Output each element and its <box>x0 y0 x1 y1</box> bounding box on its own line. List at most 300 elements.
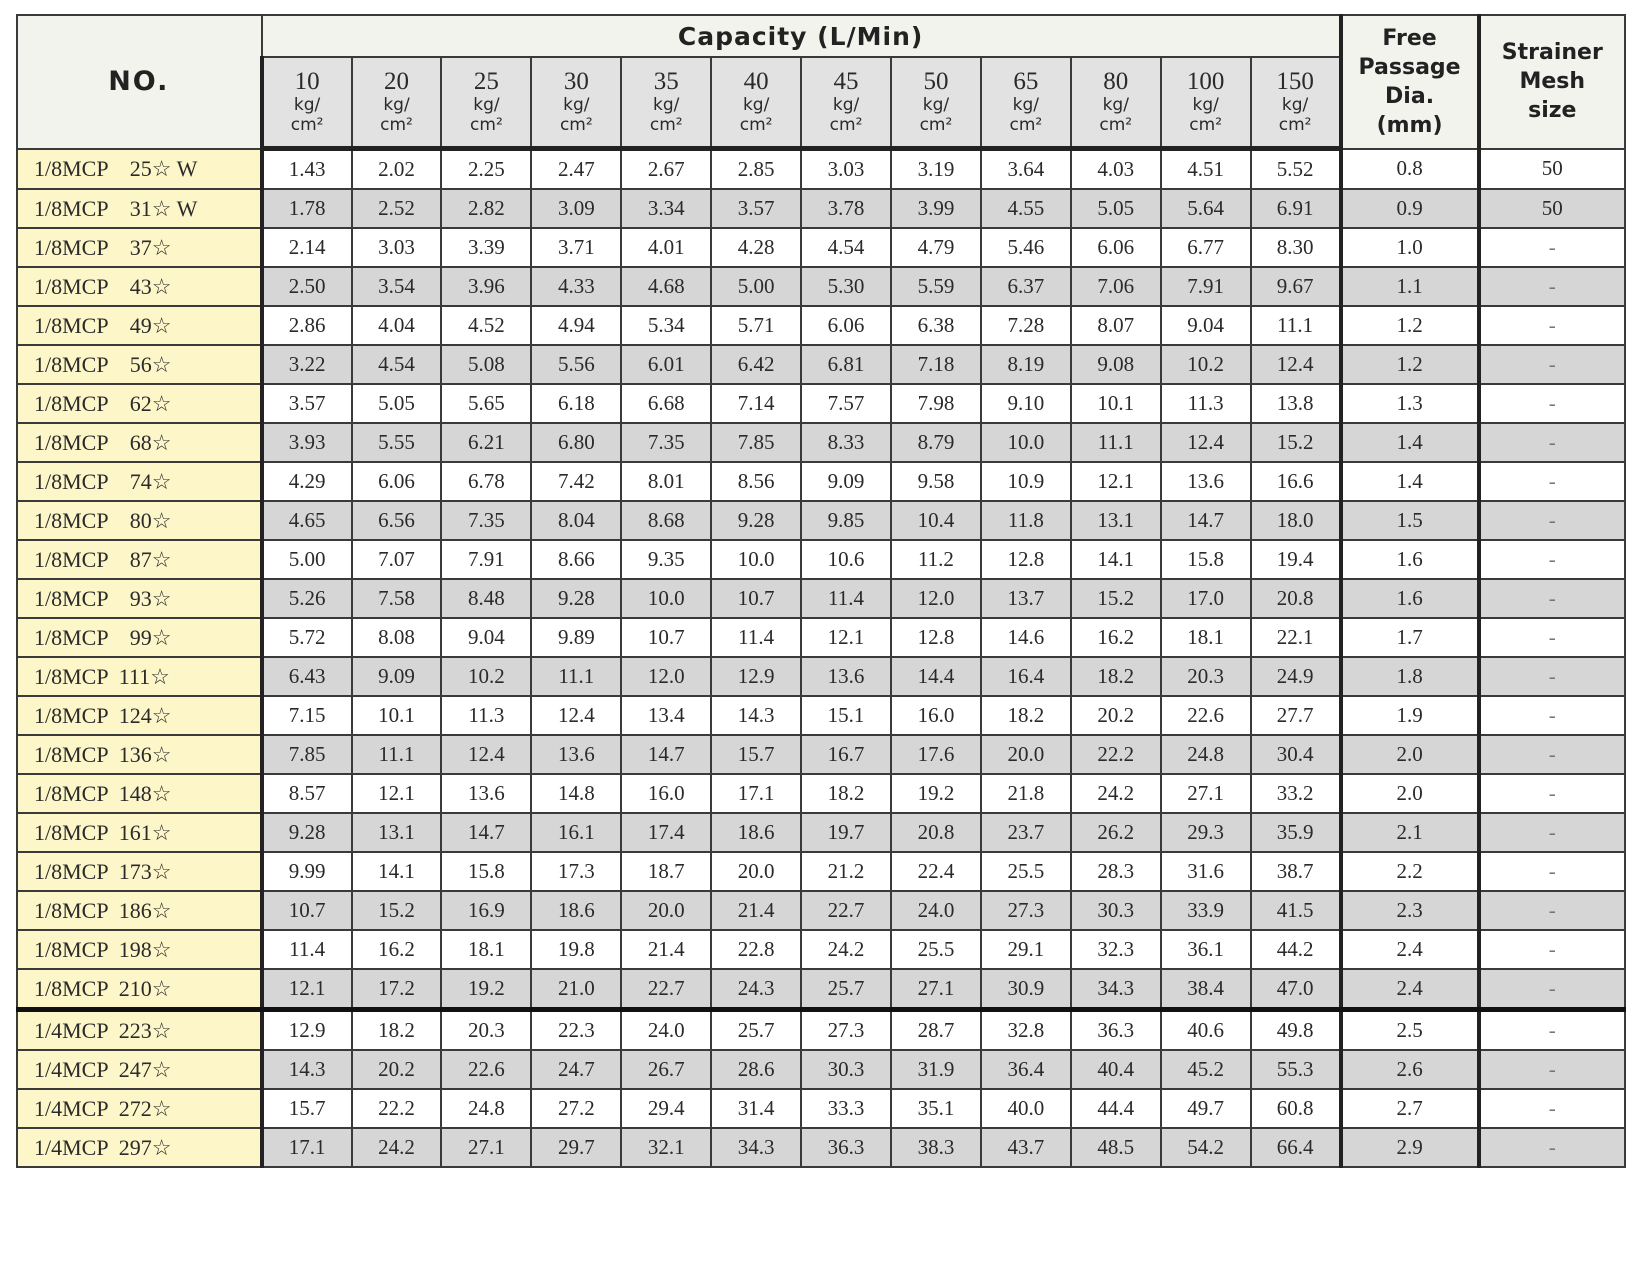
capacity-cell: 5.00 <box>262 540 352 579</box>
capacity-cell: 24.2 <box>1071 774 1161 813</box>
capacity-cell: 10.7 <box>262 891 352 930</box>
capacity-cell: 31.6 <box>1161 852 1251 891</box>
table-row <box>17 1050 1625 1089</box>
pressure-unit-top: kg/ <box>653 95 680 115</box>
capacity-cell: 16.4 <box>981 657 1071 696</box>
capacity-cell: 7.57 <box>801 384 891 423</box>
table-row <box>17 891 1625 930</box>
pressure-header-20 <box>352 57 442 149</box>
capacity-cell: 14.6 <box>981 618 1071 657</box>
capacity-cell: 22.2 <box>1071 735 1161 774</box>
pressure-header-25 <box>441 57 531 149</box>
pressure-unit-bottom: cm² <box>559 115 593 135</box>
capacity-cell: 4.28 <box>711 228 801 267</box>
strainer-line-2: Mesh <box>1519 69 1586 95</box>
capacity-cell: 13.1 <box>352 813 442 852</box>
capacity-cell: 5.00 <box>711 267 801 306</box>
pressure-unit-top: kg/ <box>563 95 590 115</box>
capacity-cell: 38.4 <box>1161 969 1251 1010</box>
capacity-cell: 18.7 <box>621 852 711 891</box>
strainer-mesh-cell: 50 <box>1479 149 1625 190</box>
capacity-cell: 11.4 <box>262 930 352 969</box>
capacity-cell: 8.68 <box>621 501 711 540</box>
pressure-header-30 <box>531 57 621 149</box>
model-number-cell: 1/8MCP 99☆ <box>17 618 262 657</box>
strainer-mesh-cell: - <box>1479 579 1625 618</box>
free-passage-cell: 1.6 <box>1341 540 1479 579</box>
free-passage-header <box>1341 15 1479 149</box>
pressure-value: 30 <box>563 68 589 95</box>
table-row <box>17 852 1625 891</box>
strainer-line-3: size <box>1528 98 1577 124</box>
table-row <box>17 189 1625 228</box>
capacity-cell: 22.7 <box>801 891 891 930</box>
capacity-cell: 7.28 <box>981 306 1071 345</box>
capacity-cell: 29.3 <box>1161 813 1251 852</box>
capacity-cell: 33.2 <box>1251 774 1341 813</box>
capacity-cell: 12.0 <box>891 579 981 618</box>
pressure-value: 65 <box>1013 68 1039 95</box>
capacity-cell: 8.79 <box>891 423 981 462</box>
free-passage-cell: 2.4 <box>1341 969 1479 1010</box>
table-row <box>17 384 1625 423</box>
free-passage-cell: 1.7 <box>1341 618 1479 657</box>
capacity-cell: 20.0 <box>711 852 801 891</box>
capacity-cell: 11.1 <box>352 735 442 774</box>
capacity-cell: 6.43 <box>262 657 352 696</box>
capacity-cell: 9.28 <box>531 579 621 618</box>
capacity-cell: 54.2 <box>1161 1128 1251 1167</box>
table-row <box>17 1089 1625 1128</box>
table-row <box>17 735 1625 774</box>
strainer-mesh-cell: - <box>1479 306 1625 345</box>
capacity-cell: 4.51 <box>1161 149 1251 190</box>
capacity-cell: 18.6 <box>711 813 801 852</box>
capacity-cell: 11.3 <box>441 696 531 735</box>
model-number-cell: 1/8MCP 43☆ <box>17 267 262 306</box>
capacity-cell: 9.67 <box>1251 267 1341 306</box>
model-number-cell: 1/4MCP 272☆ <box>17 1089 262 1128</box>
capacity-cell: 36.3 <box>801 1128 891 1167</box>
pressure-unit-bottom: cm² <box>470 115 503 135</box>
capacity-cell: 3.96 <box>441 267 531 306</box>
capacity-cell: 9.85 <box>801 501 891 540</box>
capacity-cell: 15.7 <box>711 735 801 774</box>
capacity-cell: 33.9 <box>1161 891 1251 930</box>
pressure-unit-top: kg/ <box>383 95 410 115</box>
pressure-value: 20 <box>384 68 409 95</box>
capacity-cell: 6.91 <box>1251 189 1341 228</box>
capacity-cell: 10.0 <box>711 540 801 579</box>
capacity-cell: 9.08 <box>1071 345 1161 384</box>
pressure-header-100 <box>1161 57 1251 149</box>
capacity-cell: 10.7 <box>621 618 711 657</box>
capacity-cell: 5.64 <box>1161 189 1251 228</box>
capacity-cell: 18.1 <box>441 930 531 969</box>
capacity-cell: 5.26 <box>262 579 352 618</box>
capacity-cell: 30.9 <box>981 969 1071 1010</box>
capacity-cell: 11.4 <box>711 618 801 657</box>
pressure-unit-top: kg/ <box>293 95 321 115</box>
capacity-cell: 19.2 <box>891 774 981 813</box>
strainer-mesh-cell: - <box>1479 1089 1625 1128</box>
capacity-cell: 21.4 <box>711 891 801 930</box>
capacity-cell: 23.7 <box>981 813 1071 852</box>
capacity-cell: 14.3 <box>711 696 801 735</box>
capacity-cell: 27.1 <box>1161 774 1251 813</box>
pressure-header-50 <box>891 57 981 149</box>
capacity-cell: 6.01 <box>621 345 711 384</box>
free-passage-cell: 2.1 <box>1341 813 1479 852</box>
capacity-cell: 22.1 <box>1251 618 1341 657</box>
capacity-cell: 2.14 <box>262 228 352 267</box>
capacity-cell: 44.2 <box>1251 930 1341 969</box>
capacity-cell: 19.8 <box>531 930 621 969</box>
capacity-cell: 27.1 <box>891 969 981 1010</box>
capacity-cell: 11.1 <box>1251 306 1341 345</box>
capacity-cell: 3.09 <box>531 189 621 228</box>
capacity-cell: 33.3 <box>801 1089 891 1128</box>
capacity-cell: 5.05 <box>352 384 442 423</box>
capacity-cell: 12.8 <box>891 618 981 657</box>
capacity-cell: 6.06 <box>352 462 442 501</box>
capacity-cell: 3.71 <box>531 228 621 267</box>
capacity-cell: 4.55 <box>981 189 1071 228</box>
model-number-cell: 1/8MCP 161☆ <box>17 813 262 852</box>
model-number-cell: 1/8MCP 93☆ <box>17 579 262 618</box>
table-row <box>17 345 1625 384</box>
pressure-value: 25 <box>473 68 499 95</box>
capacity-cell: 18.1 <box>1161 618 1251 657</box>
capacity-cell: 22.2 <box>352 1089 442 1128</box>
capacity-cell: 14.3 <box>262 1050 352 1089</box>
capacity-cell: 1.78 <box>262 189 352 228</box>
capacity-cell: 3.57 <box>262 384 352 423</box>
strainer-mesh-cell: - <box>1479 1010 1625 1051</box>
capacity-cell: 4.54 <box>801 228 891 267</box>
capacity-cell: 22.4 <box>891 852 981 891</box>
capacity-cell: 5.08 <box>441 345 531 384</box>
table-row <box>17 930 1625 969</box>
capacity-cell: 10.2 <box>1161 345 1251 384</box>
capacity-cell: 5.52 <box>1251 149 1341 190</box>
capacity-cell: 18.2 <box>801 774 891 813</box>
free-passage-cell: 1.9 <box>1341 696 1479 735</box>
capacity-cell: 8.04 <box>531 501 621 540</box>
table-row <box>17 1010 1625 1051</box>
capacity-cell: 16.2 <box>352 930 442 969</box>
capacity-cell: 11.8 <box>981 501 1071 540</box>
capacity-cell: 3.93 <box>262 423 352 462</box>
table-row <box>17 969 1625 1010</box>
model-number-cell: 1/4MCP 247☆ <box>17 1050 262 1089</box>
capacity-cell: 2.82 <box>441 189 531 228</box>
capacity-cell: 7.35 <box>621 423 711 462</box>
free-passage-cell: 1.8 <box>1341 657 1479 696</box>
capacity-cell: 15.1 <box>801 696 891 735</box>
capacity-cell: 17.6 <box>891 735 981 774</box>
capacity-cell: 10.4 <box>891 501 981 540</box>
capacity-cell: 3.03 <box>801 149 891 190</box>
capacity-cell: 29.4 <box>621 1089 711 1128</box>
model-number-cell: 1/8MCP 74☆ <box>17 462 262 501</box>
capacity-cell: 28.6 <box>711 1050 801 1089</box>
pressure-header-10 <box>262 57 352 149</box>
strainer-mesh-cell: - <box>1479 774 1625 813</box>
capacity-cell: 27.1 <box>441 1128 531 1167</box>
capacity-cell: 13.6 <box>441 774 531 813</box>
capacity-cell: 7.15 <box>262 696 352 735</box>
capacity-cell: 10.7 <box>711 579 801 618</box>
capacity-cell: 6.38 <box>891 306 981 345</box>
capacity-cell: 14.8 <box>531 774 621 813</box>
pressure-unit-bottom: cm² <box>1009 115 1043 135</box>
capacity-cell: 14.1 <box>1071 540 1161 579</box>
capacity-cell: 24.2 <box>352 1128 442 1167</box>
capacity-cell: 9.28 <box>262 813 352 852</box>
capacity-cell: 7.14 <box>711 384 801 423</box>
model-number-cell: 1/8MCP 25☆ W <box>17 149 262 190</box>
free-passage-line-1: Free <box>1382 25 1437 51</box>
capacity-cell: 40.4 <box>1071 1050 1161 1089</box>
capacity-cell: 5.05 <box>1071 189 1161 228</box>
capacity-cell: 24.2 <box>801 930 891 969</box>
capacity-cell: 11.2 <box>891 540 981 579</box>
strainer-mesh-cell: - <box>1479 384 1625 423</box>
pressure-value: 45 <box>833 68 859 95</box>
pressure-unit-top: kg/ <box>832 95 860 115</box>
capacity-cell: 15.2 <box>1071 579 1161 618</box>
capacity-cell: 30.3 <box>1071 891 1161 930</box>
capacity-cell: 9.09 <box>352 657 442 696</box>
capacity-cell: 11.4 <box>801 579 891 618</box>
pressure-header-65 <box>981 57 1071 149</box>
capacity-cell: 20.2 <box>1071 696 1161 735</box>
capacity-cell: 6.06 <box>801 306 891 345</box>
capacity-cell: 21.8 <box>981 774 1071 813</box>
table-row <box>17 774 1625 813</box>
pressure-value: 150 <box>1276 68 1314 95</box>
strainer-mesh-cell: - <box>1479 969 1625 1010</box>
table-row <box>17 423 1625 462</box>
capacity-spec-sheet <box>16 14 1626 1168</box>
capacity-cell: 2.52 <box>352 189 442 228</box>
capacity-cell: 8.56 <box>711 462 801 501</box>
strainer-mesh-cell: - <box>1479 618 1625 657</box>
capacity-cell: 8.01 <box>621 462 711 501</box>
capacity-cell: 14.7 <box>441 813 531 852</box>
pressure-value: 80 <box>1103 68 1129 95</box>
capacity-cell: 27.3 <box>981 891 1071 930</box>
table-row <box>17 813 1625 852</box>
pressure-header-35 <box>621 57 711 149</box>
pressure-unit-bottom: cm² <box>649 115 683 135</box>
capacity-cell: 6.68 <box>621 384 711 423</box>
capacity-cell: 16.7 <box>801 735 891 774</box>
capacity-cell: 38.7 <box>1251 852 1341 891</box>
capacity-cell: 9.09 <box>801 462 891 501</box>
table-row <box>17 657 1625 696</box>
capacity-cell: 17.2 <box>352 969 442 1010</box>
table-body <box>17 149 1625 1168</box>
capacity-cell: 4.68 <box>621 267 711 306</box>
capacity-cell: 6.81 <box>801 345 891 384</box>
capacity-cell: 29.1 <box>981 930 1071 969</box>
pressure-unit-bottom: cm² <box>1189 115 1223 135</box>
capacity-cell: 21.4 <box>621 930 711 969</box>
capacity-cell: 3.19 <box>891 149 981 190</box>
capacity-cell: 48.5 <box>1071 1128 1161 1167</box>
capacity-cell: 17.3 <box>531 852 621 891</box>
capacity-cell: 4.29 <box>262 462 352 501</box>
capacity-cell: 25.7 <box>711 1010 801 1051</box>
capacity-cell: 12.4 <box>1251 345 1341 384</box>
capacity-cell: 16.0 <box>621 774 711 813</box>
capacity-cell: 4.52 <box>441 306 531 345</box>
capacity-cell: 24.7 <box>531 1050 621 1089</box>
table-row <box>17 618 1625 657</box>
capacity-cell: 7.18 <box>891 345 981 384</box>
strainer-mesh-cell: - <box>1479 891 1625 930</box>
capacity-cell: 2.25 <box>441 149 531 190</box>
capacity-cell: 40.0 <box>981 1089 1071 1128</box>
capacity-cell: 34.3 <box>711 1128 801 1167</box>
free-passage-cell: 1.4 <box>1341 462 1479 501</box>
capacity-cell: 12.9 <box>262 1010 352 1051</box>
capacity-cell: 16.6 <box>1251 462 1341 501</box>
capacity-cell: 24.9 <box>1251 657 1341 696</box>
capacity-cell: 66.4 <box>1251 1128 1341 1167</box>
capacity-cell: 24.0 <box>621 1010 711 1051</box>
free-passage-cell: 1.2 <box>1341 345 1479 384</box>
capacity-cell: 30.3 <box>801 1050 891 1089</box>
capacity-cell: 26.2 <box>1071 813 1161 852</box>
free-passage-cell: 0.8 <box>1341 149 1479 190</box>
capacity-cell: 8.30 <box>1251 228 1341 267</box>
capacity-cell: 4.04 <box>352 306 442 345</box>
model-number-cell: 1/8MCP 62☆ <box>17 384 262 423</box>
capacity-cell: 6.80 <box>531 423 621 462</box>
pressure-value: 35 <box>653 68 679 95</box>
capacity-cell: 31.9 <box>891 1050 981 1089</box>
strainer-mesh-cell: - <box>1479 501 1625 540</box>
capacity-cell: 9.89 <box>531 618 621 657</box>
capacity-cell: 38.3 <box>891 1128 981 1167</box>
capacity-cell: 15.8 <box>1161 540 1251 579</box>
capacity-cell: 6.78 <box>441 462 531 501</box>
pressure-unit-top: kg/ <box>1192 95 1219 115</box>
capacity-cell: 9.58 <box>891 462 981 501</box>
capacity-cell: 35.9 <box>1251 813 1341 852</box>
capacity-cell: 10.1 <box>352 696 442 735</box>
capacity-cell: 4.03 <box>1071 149 1161 190</box>
capacity-cell: 22.6 <box>441 1050 531 1089</box>
pressure-value: 40 <box>743 68 769 95</box>
free-passage-cell: 1.4 <box>1341 423 1479 462</box>
capacity-cell: 32.3 <box>1071 930 1161 969</box>
capacity-cell: 6.21 <box>441 423 531 462</box>
nozzle-capacity-table <box>16 14 1626 1168</box>
capacity-cell: 24.0 <box>891 891 981 930</box>
strainer-mesh-cell: - <box>1479 696 1625 735</box>
strainer-mesh-cell: - <box>1479 930 1625 969</box>
capacity-cell: 27.2 <box>531 1089 621 1128</box>
capacity-cell: 9.10 <box>981 384 1071 423</box>
capacity-cell: 6.77 <box>1161 228 1251 267</box>
model-number-cell: 1/8MCP 80☆ <box>17 501 262 540</box>
table-row <box>17 1128 1625 1167</box>
capacity-cell: 4.79 <box>891 228 981 267</box>
capacity-cell: 12.0 <box>621 657 711 696</box>
capacity-cell: 7.58 <box>352 579 442 618</box>
capacity-cell: 2.85 <box>711 149 801 190</box>
capacity-cell: 13.7 <box>981 579 1071 618</box>
pressure-unit-bottom: cm² <box>739 115 773 135</box>
capacity-cell: 7.35 <box>441 501 531 540</box>
capacity-cell: 3.34 <box>621 189 711 228</box>
strainer-mesh-cell: 50 <box>1479 189 1625 228</box>
capacity-cell: 13.6 <box>1161 462 1251 501</box>
capacity-cell: 14.7 <box>621 735 711 774</box>
free-passage-cell: 1.5 <box>1341 501 1479 540</box>
pressure-value: 100 <box>1186 68 1225 95</box>
pressure-header-150 <box>1251 57 1341 149</box>
capacity-cell: 8.07 <box>1071 306 1161 345</box>
capacity-cell: 44.4 <box>1071 1089 1161 1128</box>
capacity-cell: 11.1 <box>531 657 621 696</box>
free-passage-cell: 1.3 <box>1341 384 1479 423</box>
capacity-cell: 60.8 <box>1251 1089 1341 1128</box>
capacity-cell: 14.1 <box>352 852 442 891</box>
capacity-cell: 45.2 <box>1161 1050 1251 1089</box>
capacity-cell: 2.86 <box>262 306 352 345</box>
capacity-cell: 10.6 <box>801 540 891 579</box>
model-number-cell: 1/8MCP 148☆ <box>17 774 262 813</box>
capacity-cell: 22.3 <box>531 1010 621 1051</box>
capacity-cell: 31.4 <box>711 1089 801 1128</box>
capacity-cell: 7.91 <box>441 540 531 579</box>
capacity-cell: 17.1 <box>262 1128 352 1167</box>
capacity-cell: 6.18 <box>531 384 621 423</box>
capacity-cell: 12.1 <box>352 774 442 813</box>
capacity-cell: 15.2 <box>1251 423 1341 462</box>
free-passage-cell: 2.0 <box>1341 735 1479 774</box>
capacity-cell: 8.08 <box>352 618 442 657</box>
capacity-cell: 20.8 <box>1251 579 1341 618</box>
strainer-mesh-cell: - <box>1479 1128 1625 1167</box>
capacity-cell: 13.6 <box>531 735 621 774</box>
strainer-mesh-cell: - <box>1479 345 1625 384</box>
capacity-cell: 10.0 <box>981 423 1071 462</box>
free-passage-cell: 2.2 <box>1341 852 1479 891</box>
pressure-header-45 <box>801 57 891 149</box>
model-number-cell: 1/8MCP 136☆ <box>17 735 262 774</box>
capacity-cell: 41.5 <box>1251 891 1341 930</box>
capacity-cell: 8.33 <box>801 423 891 462</box>
pressure-unit-top: kg/ <box>742 95 770 115</box>
strainer-mesh-cell: - <box>1479 267 1625 306</box>
capacity-cell: 19.4 <box>1251 540 1341 579</box>
capacity-cell: 30.4 <box>1251 735 1341 774</box>
free-passage-cell: 1.1 <box>1341 267 1479 306</box>
pressure-unit-bottom: cm² <box>1278 115 1312 135</box>
capacity-cell: 13.8 <box>1251 384 1341 423</box>
capacity-cell: 20.8 <box>891 813 981 852</box>
capacity-cell: 13.4 <box>621 696 711 735</box>
capacity-cell: 14.4 <box>891 657 981 696</box>
capacity-cell: 3.78 <box>801 189 891 228</box>
capacity-cell: 20.3 <box>441 1010 531 1051</box>
